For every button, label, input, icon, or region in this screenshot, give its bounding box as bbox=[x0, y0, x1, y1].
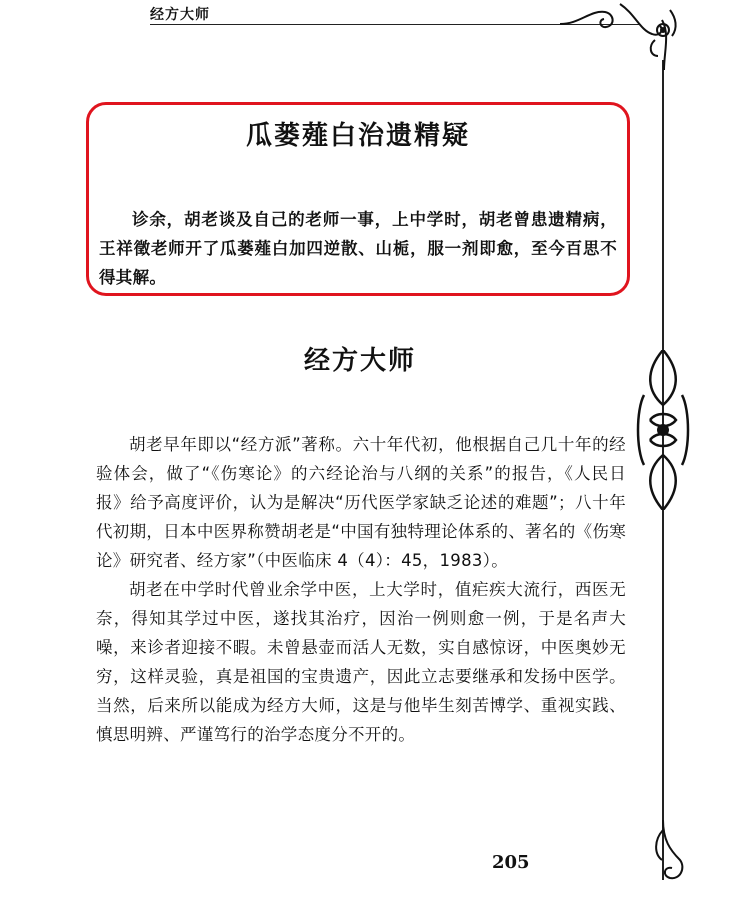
callout-title: 瓜蒌薤白治遗精疑 bbox=[245, 121, 470, 151]
bottom-scroll-ornament-icon bbox=[650, 820, 690, 890]
section-body bbox=[96, 430, 626, 749]
corner-scroll-ornament-icon bbox=[560, 0, 680, 70]
page-number: 205 bbox=[492, 852, 530, 873]
section-paragraph: 胡老在中学时代曾业余学中医，上大学时，值疟疾大流行，西医无奈，得知其学过中医，遂找其治疗，因治一例则愈一例，于是名声大噪，来诊者迎接不暇。未曾悬壶而活人无数，实自感惊讶，中医奥妙无穷，这样灵验，真是祖国的宝贵遗产，因此立志要继承和发扬中医学。当然，后来所以能成为经方大师，这是与他毕生刻苦博学、重视实践、慎思明辨、严谨笃行的治学态度分不开的。 bbox=[96, 580, 626, 744]
running-header-title: 经方大师 bbox=[150, 7, 210, 23]
section-paragraph: 胡老早年即以“经方派”著称。六十年代初，他根据自己几十年的经验体会，做了“《伤寒论》的六经论治与八纲的关系”的报告，《人民日报》给予高度评价，认为是解决“历代医学家缺乏论述的难题”；八十年代初期，日本中医界称赞胡老是“中国有独特理论体系的、著名的《伤寒论》研究者、经方家”（中医临床 4（4）：45，1983）。 bbox=[96, 435, 626, 570]
highlighted-callout-box bbox=[86, 102, 630, 296]
callout-body bbox=[99, 205, 617, 292]
section-title: 经方大师 bbox=[303, 346, 416, 376]
callout-paragraph: 诊余，胡老谈及自己的老师一事，上中学时，胡老曾患遗精病，王祥徵老师开了瓜蒌薤白加四逆散、山栀，服一剂即愈，至今百思不得其解。 bbox=[99, 210, 617, 287]
